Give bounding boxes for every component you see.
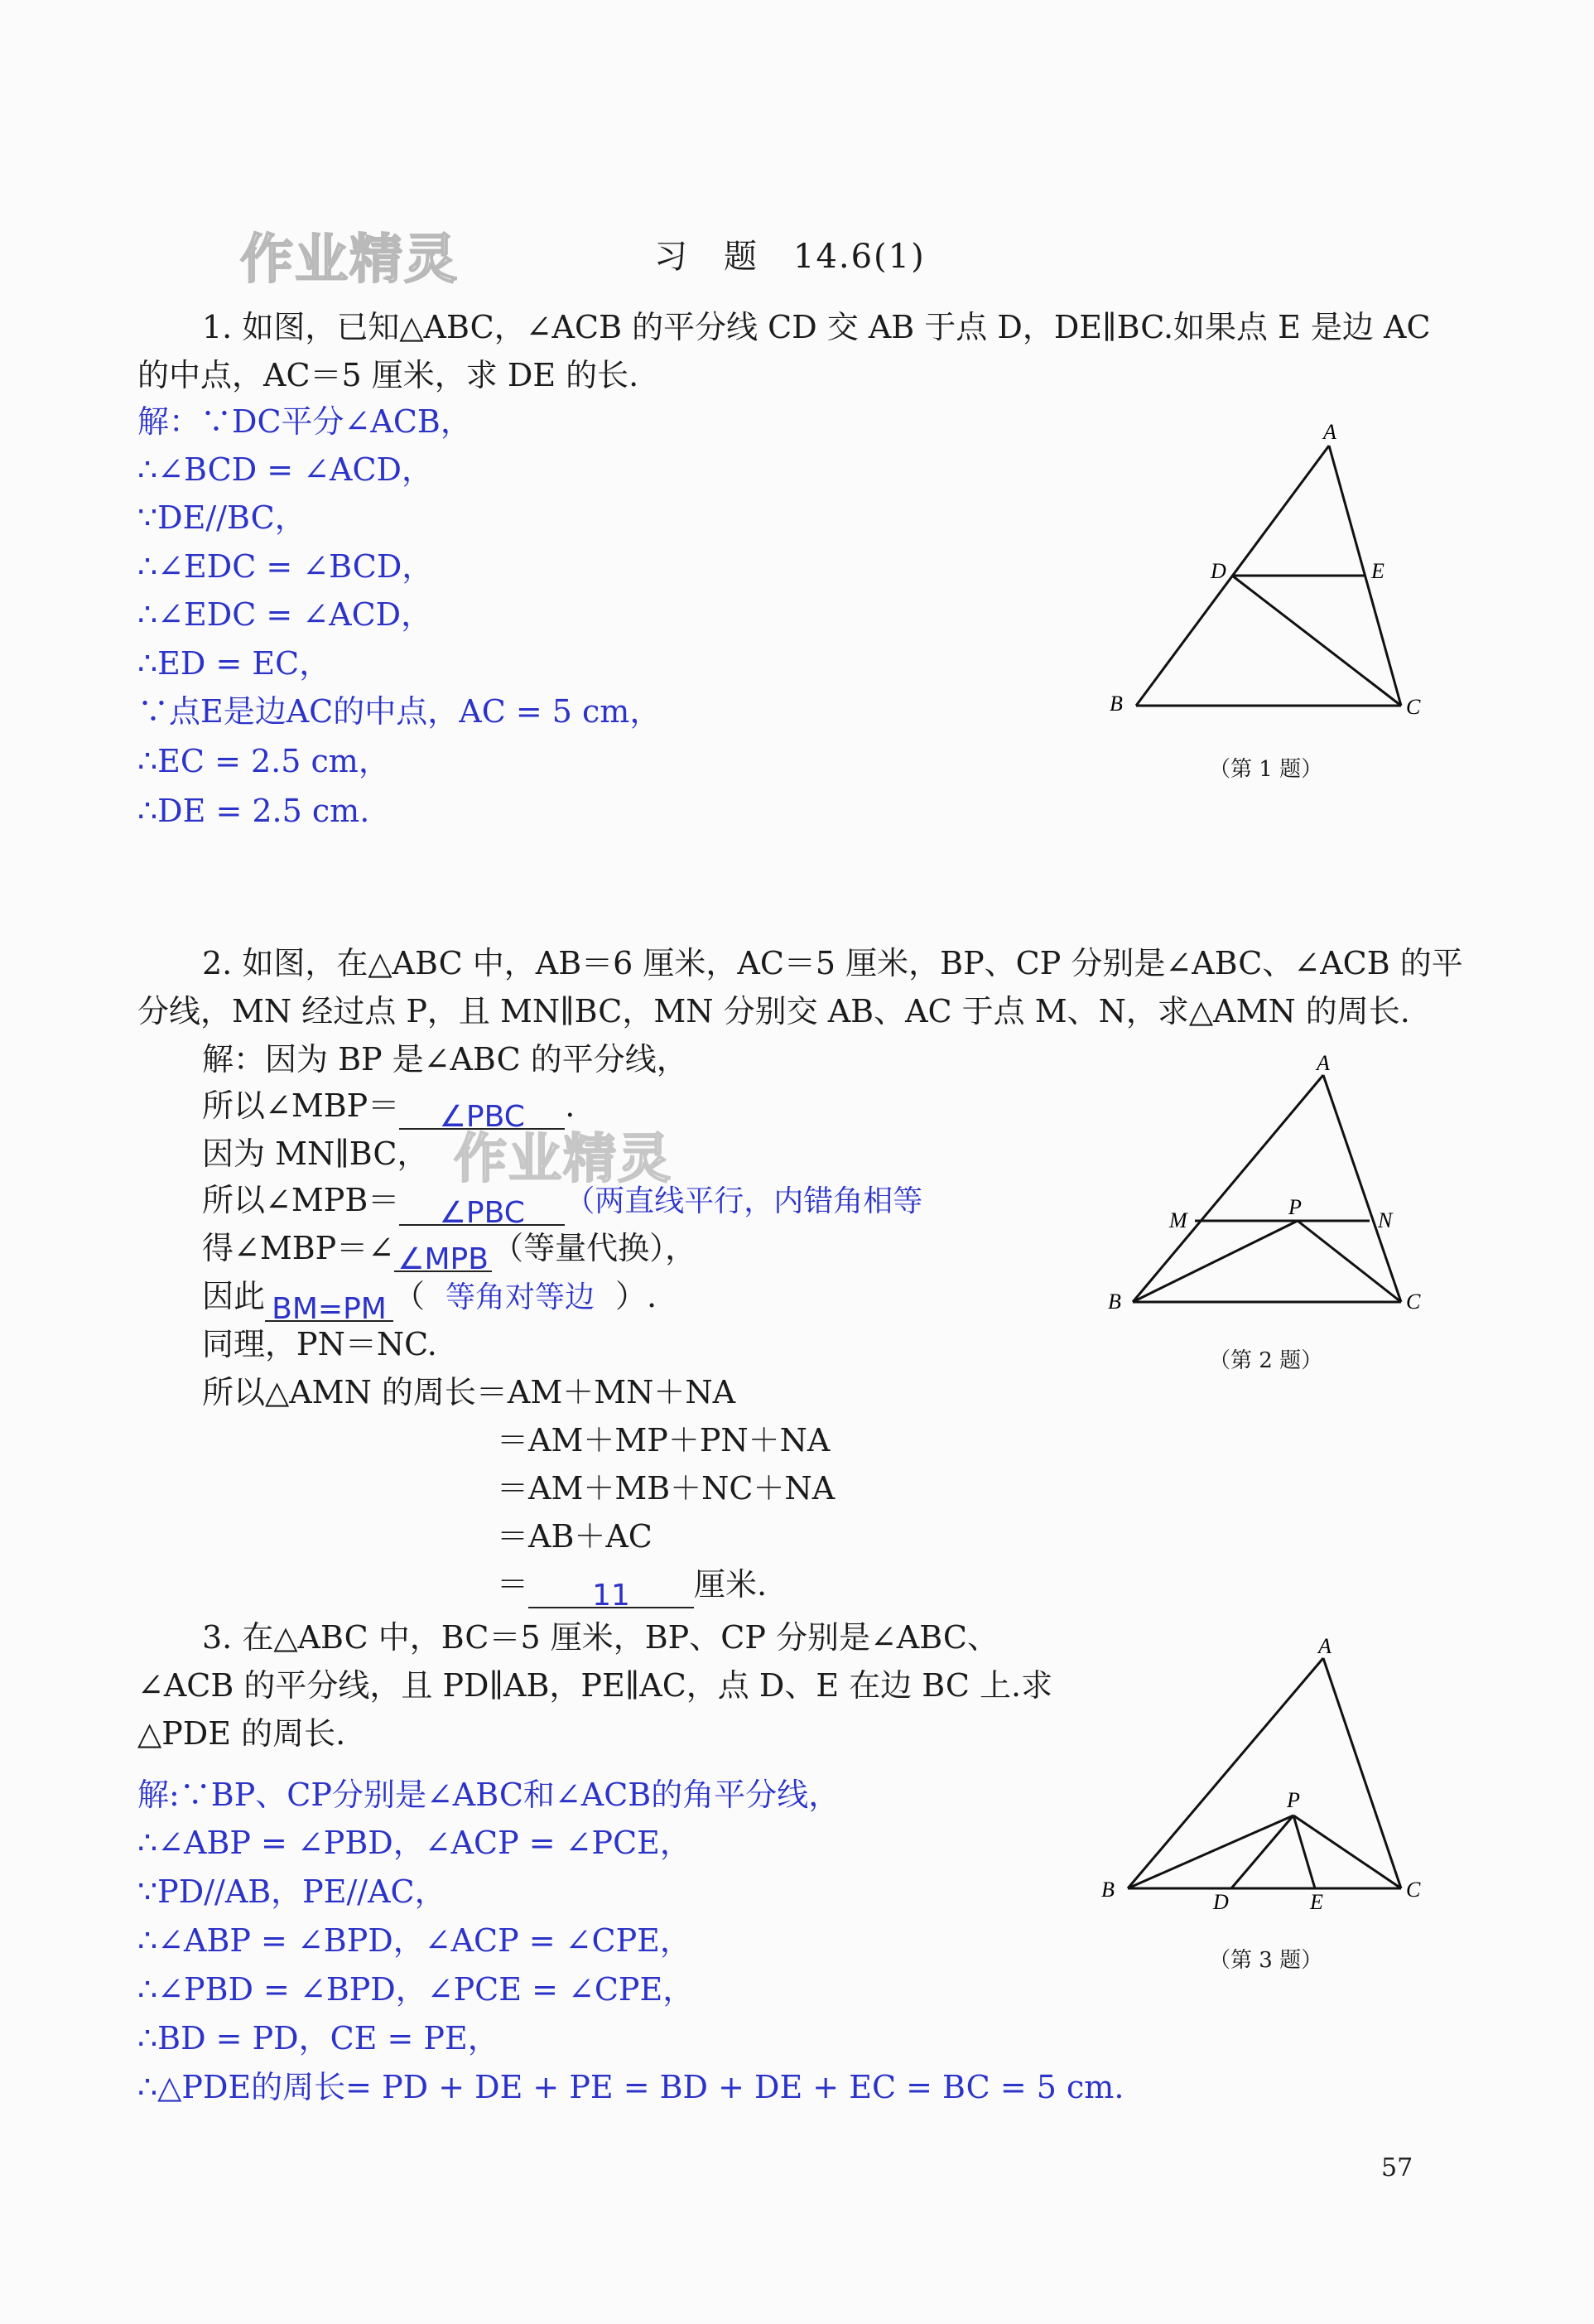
- q2-blank-6-answer: 11: [592, 1579, 630, 1613]
- watermark-top: 作业精灵: [240, 229, 459, 291]
- q2-label-A: A: [1317, 1051, 1330, 1075]
- q2-blank-3-answer: ∠MPB: [397, 1242, 489, 1276]
- q3-solution-line: ∴∠ABP = ∠PBD，∠ACP = ∠PCE，: [137, 1825, 691, 1861]
- q3-text-line1: 3. 在△ABC 中，BC＝5 厘米，BP、CP 分别是∠ABC、: [202, 1619, 999, 1656]
- q3-solution-line: ∴∠PBD = ∠BPD，∠PCE = ∠CPE，: [137, 1971, 695, 2008]
- q1-solution-line: ∴ED = EC，: [137, 645, 331, 682]
- q3-solution-line: 解:∵BP、CP分别是∠ABC和∠ACB的角平分线，: [137, 1777, 840, 1813]
- q2-step4-reason: （两直线平行，内错角相等: [565, 1184, 923, 1218]
- q2-label-P: P: [1288, 1195, 1302, 1219]
- q3-figure: [1093, 1627, 1441, 1909]
- q2-figure-caption: （第 2 题）: [1209, 1348, 1323, 1373]
- q2-step9: ＝AM＋MP＋PN＋NA: [497, 1422, 831, 1459]
- q3-label-A: A: [1318, 1634, 1332, 1658]
- q2-blank-2-answer: ∠PBC: [439, 1196, 525, 1230]
- q3-solution-line: ∴∠ABP = ∠BPD，∠ACP = ∠CPE，: [137, 1922, 691, 1959]
- q2-step5: [202, 1224, 697, 1276]
- q2-blank-2[interactable]: [399, 1188, 565, 1230]
- q2-step6-prefix: 因此: [202, 1278, 266, 1314]
- q3-label-D: D: [1213, 1890, 1229, 1909]
- q2-step2-prefix: 所以∠MBP＝: [202, 1087, 400, 1124]
- q2-blank-4[interactable]: [265, 1284, 393, 1326]
- q2-step6: [202, 1272, 657, 1326]
- q2-step2: [202, 1082, 575, 1134]
- q2-blank-3[interactable]: [394, 1234, 492, 1276]
- q3-label-P: P: [1287, 1788, 1300, 1812]
- q1-solution-line: ∴DE = 2.5 cm.: [137, 793, 370, 829]
- q1-text-line2: 的中点，AC＝5 厘米，求 DE 的长.: [137, 357, 639, 393]
- q1-solution-line: ∴∠BCD = ∠ACD，: [137, 451, 434, 488]
- q2-step4-prefix: 所以∠MPB＝: [202, 1182, 400, 1218]
- q3-label-E: E: [1310, 1890, 1323, 1909]
- q1-label-D: D: [1211, 559, 1226, 583]
- q2-step3: 因为 MN∥BC，: [202, 1135, 429, 1172]
- q2-step5-suffix: （等量代换），: [492, 1230, 697, 1266]
- q2-step1: 解：因为 BP 是∠ABC 的平分线，: [202, 1041, 688, 1078]
- q3-text-line3: △PDE 的周长.: [137, 1715, 346, 1752]
- q2-step6-close: ）.: [615, 1278, 657, 1314]
- q1-solution-line: 解：∵DC平分∠ACB，: [137, 403, 472, 440]
- q1-label-B: B: [1110, 692, 1123, 716]
- q2-step6-open: （: [393, 1278, 426, 1314]
- q2-text-line1: 2. 如图，在△ABC 中，AB＝6 厘米，AC＝5 厘米，BP、CP 分别是∠ABC、∠ACB 的平: [202, 945, 1463, 981]
- q2-label-N: N: [1378, 1208, 1393, 1232]
- q2-step4: [202, 1176, 923, 1230]
- q2-figure: [1093, 1048, 1441, 1321]
- page-number: 57: [1381, 2153, 1413, 2182]
- q1-figure-caption: （第 1 题）: [1209, 757, 1323, 782]
- q2-step12: [497, 1560, 768, 1613]
- q3-solution-line: ∴BD = PD，CE = PE，: [137, 2020, 499, 2056]
- q1-solution-line: ∵DE//BC，: [137, 499, 306, 536]
- q2-blank-1-answer: ∠PBC: [439, 1100, 525, 1134]
- q2-blank-4-answer: BM=PM: [272, 1292, 387, 1326]
- q1-label-C: C: [1406, 695, 1421, 719]
- watermark-middle: 作业精灵: [454, 1129, 672, 1190]
- q2-step12-prefix: ＝: [497, 1566, 529, 1603]
- q2-blank-1[interactable]: [399, 1092, 565, 1134]
- q2-label-B: B: [1108, 1290, 1121, 1314]
- q2-step12-suffix: 厘米.: [694, 1566, 768, 1603]
- q2-blank-5-answer: 等角对等边: [445, 1280, 595, 1314]
- q1-solution-line: ∵点E是边AC的中点，AC = 5 cm，: [137, 693, 662, 730]
- q2-label-M: M: [1169, 1208, 1187, 1232]
- q1-text-line1: 1. 如图，已知△ABC，∠ACB 的平分线 CD 交 AB 于点 D，DE∥BC.如果点 E 是边 AC: [202, 309, 1431, 345]
- q3-solution-line: ∴△PDE的周长= PD + DE + PE = BD + DE + EC = BC = 5 cm.: [137, 2069, 1124, 2105]
- q2-step7: 同理，PN＝NC.: [202, 1326, 437, 1362]
- q2-text-line2: 分线，MN 经过点 P，且 MN∥BC，MN 分别交 AB、AC 于点 M、N，求△AMN 的周长.: [137, 993, 1410, 1029]
- q1-figure: [1093, 410, 1441, 725]
- q1-solution-line: ∴EC = 2.5 cm，: [137, 743, 390, 779]
- q1-solution-line: ∴∠EDC = ∠BCD，: [137, 548, 434, 585]
- q1-solution-line: ∴∠EDC = ∠ACD，: [137, 596, 433, 633]
- q2-step11: ＝AB＋AC: [497, 1518, 653, 1555]
- q1-label-A: A: [1323, 420, 1336, 444]
- q3-label-B: B: [1101, 1878, 1115, 1902]
- q2-label-C: C: [1406, 1290, 1421, 1314]
- q3-figure-caption: （第 3 题）: [1209, 1948, 1323, 1973]
- q3-label-C: C: [1406, 1878, 1421, 1902]
- q2-step8: 所以△AMN 的周长＝AM＋MN＋NA: [202, 1374, 736, 1410]
- q2-step10: ＝AM＋MB＋NC＋NA: [497, 1470, 836, 1507]
- exercise-title: 习 题 14.6(1): [654, 238, 926, 276]
- q2-step5-prefix: 得∠MBP＝∠: [202, 1230, 395, 1266]
- q3-solution-line: ∵PD//AB，PE//AC，: [137, 1873, 446, 1910]
- q2-blank-6[interactable]: [528, 1570, 694, 1613]
- q1-label-E: E: [1371, 559, 1385, 583]
- q2-step2-suffix: .: [565, 1087, 575, 1124]
- q3-text-line2: ∠ACB 的平分线，且 PD∥AB，PE∥AC，点 D、E 在边 BC 上.求: [137, 1667, 1053, 1704]
